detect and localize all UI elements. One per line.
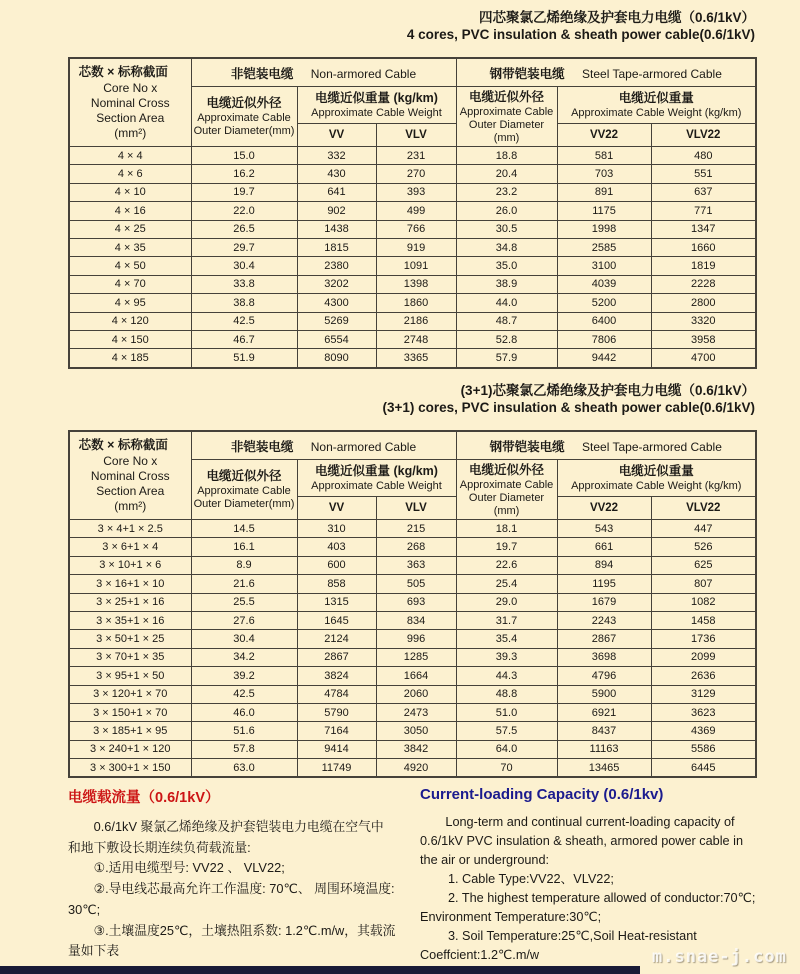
value-cell: 2867 bbox=[557, 630, 651, 648]
notes-en-item1: 1. Cable Type:VV22、VLV22; bbox=[447, 872, 614, 887]
table-4core bbox=[68, 57, 757, 369]
od1-en-line1: Approximate Cable bbox=[197, 112, 291, 124]
value-cell: 2867 bbox=[297, 648, 376, 666]
notes-zh-item1: ①.适用电缆型号: VV22 、 VLV22; bbox=[93, 860, 285, 876]
value-cell: 543 bbox=[557, 520, 651, 538]
spec-en-line2: Nominal Cross bbox=[90, 96, 170, 110]
value-cell: 2099 bbox=[651, 648, 756, 666]
notes-zh-section bbox=[68, 786, 396, 962]
value-cell: 34.8 bbox=[456, 238, 557, 256]
value-cell: 3365 bbox=[376, 349, 456, 368]
value-cell: 2473 bbox=[376, 703, 456, 721]
value-cell: 5586 bbox=[651, 740, 756, 758]
value-cell: 48.7 bbox=[456, 312, 557, 330]
value-cell: 44.3 bbox=[456, 667, 557, 685]
value-cell: 1285 bbox=[376, 648, 456, 666]
value-cell: 5269 bbox=[297, 312, 376, 330]
value-cell: 7164 bbox=[297, 722, 376, 740]
table-row bbox=[69, 220, 756, 238]
value-cell: 526 bbox=[651, 538, 756, 556]
value-cell: 4796 bbox=[557, 667, 651, 685]
spec-cell: 4 × 6 bbox=[69, 165, 191, 183]
od1-en-line2: Outer Diameter(mm) bbox=[193, 125, 295, 137]
value-cell: 1458 bbox=[651, 611, 756, 629]
spec-cell: 4 × 120 bbox=[69, 312, 191, 330]
armored-zh: 钢带铠装电缆 bbox=[489, 439, 565, 454]
value-cell: 641 bbox=[297, 183, 376, 201]
armored-group-cell bbox=[456, 431, 756, 460]
value-cell: 393 bbox=[376, 183, 456, 201]
group-header-row bbox=[69, 58, 756, 87]
od2-en-line1: Approximate Cable bbox=[459, 478, 554, 491]
value-cell: 834 bbox=[376, 611, 456, 629]
table2-title-block bbox=[383, 382, 756, 416]
table-row bbox=[69, 759, 756, 778]
spec-en-line4: (mm²) bbox=[114, 499, 147, 513]
value-cell: 35.4 bbox=[456, 630, 557, 648]
vlv22-header: VLV22 bbox=[651, 497, 756, 520]
value-cell: 270 bbox=[376, 165, 456, 183]
table-row bbox=[69, 349, 756, 368]
wt2-zh: 电缆近似重量 bbox=[618, 91, 694, 105]
value-cell: 2228 bbox=[651, 275, 756, 293]
value-cell: 2748 bbox=[376, 330, 456, 348]
value-cell: 15.0 bbox=[191, 147, 297, 165]
value-cell: 26.5 bbox=[191, 220, 297, 238]
value-cell: 499 bbox=[376, 202, 456, 220]
notes-zh-paragraph: 0.6/1kV 聚氯乙烯绝缘及护套铠装电力电缆在空气中和地下敷设长期连续负荷载流量: bbox=[68, 819, 384, 855]
value-cell: 1082 bbox=[651, 593, 756, 611]
spec-cell: 4 × 25 bbox=[69, 220, 191, 238]
table1-title-zh: 四芯聚氯乙烯绝缘及护套电力电缆（0.6/1kV） bbox=[478, 10, 755, 25]
table-row bbox=[69, 611, 756, 629]
value-cell: 46.7 bbox=[191, 330, 297, 348]
value-cell: 38.9 bbox=[456, 275, 557, 293]
value-cell: 2060 bbox=[376, 685, 456, 703]
value-cell: 48.8 bbox=[456, 685, 557, 703]
value-cell: 310 bbox=[297, 520, 376, 538]
value-cell: 919 bbox=[376, 238, 456, 256]
value-cell: 1815 bbox=[297, 238, 376, 256]
spec-zh: 芯数 × 标称截面 bbox=[78, 65, 168, 79]
value-cell: 5200 bbox=[557, 294, 651, 312]
spec-cell: 3 × 10+1 × 6 bbox=[69, 556, 191, 574]
value-cell: 23.2 bbox=[456, 183, 557, 201]
od2-en-line2: Outer Diameter bbox=[468, 491, 545, 504]
value-cell: 30.5 bbox=[456, 220, 557, 238]
value-cell: 29.0 bbox=[456, 593, 557, 611]
table-row bbox=[69, 165, 756, 183]
value-cell: 693 bbox=[376, 593, 456, 611]
value-cell: 9414 bbox=[297, 740, 376, 758]
vv22-header: VV22 bbox=[557, 124, 651, 147]
value-cell: 891 bbox=[557, 183, 651, 201]
value-cell: 551 bbox=[651, 165, 756, 183]
value-cell: 31.7 bbox=[456, 611, 557, 629]
od2-en-line3: (mm) bbox=[493, 131, 520, 144]
spec-en-line1: Core No x bbox=[103, 81, 158, 95]
value-cell: 1819 bbox=[651, 257, 756, 275]
wt1-en: Approximate Cable Weight bbox=[311, 480, 442, 492]
value-cell: 38.8 bbox=[191, 294, 297, 312]
nonarmored-zh: 非铠装电缆 bbox=[230, 439, 294, 454]
wt2-zh: 电缆近似重量 bbox=[618, 464, 694, 478]
spec-cell: 3 × 95+1 × 50 bbox=[69, 667, 191, 685]
od1-en-line1: Approximate Cable bbox=[197, 485, 291, 497]
spec-cell: 3 × 120+1 × 70 bbox=[69, 685, 191, 703]
value-cell: 22.0 bbox=[191, 202, 297, 220]
value-cell: 14.5 bbox=[191, 520, 297, 538]
notes-zh-title: 电缆载流量（0.6/1kV） bbox=[68, 790, 220, 806]
od1-zh: 电缆近似外径 bbox=[206, 469, 282, 483]
value-cell: 8090 bbox=[297, 349, 376, 368]
notes-en-section bbox=[420, 786, 758, 965]
value-cell: 30.4 bbox=[191, 257, 297, 275]
wt1-header-cell bbox=[297, 460, 456, 497]
table-row bbox=[69, 575, 756, 593]
value-cell: 18.8 bbox=[456, 147, 557, 165]
value-cell: 6554 bbox=[297, 330, 376, 348]
value-cell: 807 bbox=[651, 575, 756, 593]
armored-en: Steel Tape-armored Cable bbox=[582, 66, 722, 81]
value-cell: 39.2 bbox=[191, 667, 297, 685]
notes-en-item2: 2. The highest temperature allowed of conductor:70℃; Environment Temperature:30℃; bbox=[420, 891, 756, 925]
table-row bbox=[69, 520, 756, 538]
value-cell: 5900 bbox=[557, 685, 651, 703]
spec-cell: 3 × 185+1 × 95 bbox=[69, 722, 191, 740]
value-cell: 2800 bbox=[651, 294, 756, 312]
spec-en-line4: (mm²) bbox=[114, 126, 147, 140]
value-cell: 16.2 bbox=[191, 165, 297, 183]
vv-header: VV bbox=[297, 124, 376, 147]
spec-cell: 3 × 240+1 × 120 bbox=[69, 740, 191, 758]
value-cell: 21.6 bbox=[191, 575, 297, 593]
spec-cell: 3 × 25+1 × 16 bbox=[69, 593, 191, 611]
table2-header bbox=[69, 431, 756, 520]
value-cell: 3842 bbox=[376, 740, 456, 758]
value-cell: 70 bbox=[456, 759, 557, 778]
value-cell: 1660 bbox=[651, 238, 756, 256]
value-cell: 2585 bbox=[557, 238, 651, 256]
table-3plus1core bbox=[68, 430, 757, 778]
vlv22-header: VLV22 bbox=[651, 124, 756, 147]
value-cell: 11749 bbox=[297, 759, 376, 778]
spec-cell: 4 × 95 bbox=[69, 294, 191, 312]
value-cell: 2243 bbox=[557, 611, 651, 629]
spec-header-cell bbox=[69, 431, 191, 520]
footer-bar bbox=[0, 966, 640, 974]
vlv-header: VLV bbox=[376, 497, 456, 520]
value-cell: 403 bbox=[297, 538, 376, 556]
value-cell: 30.4 bbox=[191, 630, 297, 648]
table-row bbox=[69, 257, 756, 275]
value-cell: 51.9 bbox=[191, 349, 297, 368]
value-cell: 11163 bbox=[557, 740, 651, 758]
value-cell: 42.5 bbox=[191, 685, 297, 703]
spec-header-cell bbox=[69, 58, 191, 147]
table1-title-block bbox=[407, 9, 755, 43]
value-cell: 3100 bbox=[557, 257, 651, 275]
armored-en: Steel Tape-armored Cable bbox=[582, 439, 722, 454]
value-cell: 1679 bbox=[557, 593, 651, 611]
value-cell: 996 bbox=[376, 630, 456, 648]
notes-zh-item2: ②.导电线芯最高允许工作温度: 70℃、 周围环境温度: 30℃; bbox=[68, 881, 395, 917]
value-cell: 858 bbox=[297, 575, 376, 593]
value-cell: 16.1 bbox=[191, 538, 297, 556]
table-row bbox=[69, 722, 756, 740]
value-cell: 4920 bbox=[376, 759, 456, 778]
value-cell: 3698 bbox=[557, 648, 651, 666]
value-cell: 2186 bbox=[376, 312, 456, 330]
value-cell: 902 bbox=[297, 202, 376, 220]
nonarmored-group-cell bbox=[191, 58, 456, 87]
table-row bbox=[69, 703, 756, 721]
value-cell: 215 bbox=[376, 520, 456, 538]
table-row bbox=[69, 238, 756, 256]
spec-cell: 4 × 35 bbox=[69, 238, 191, 256]
value-cell: 4369 bbox=[651, 722, 756, 740]
value-cell: 39.3 bbox=[456, 648, 557, 666]
value-cell: 4700 bbox=[651, 349, 756, 368]
armored-zh: 钢带铠装电缆 bbox=[489, 66, 565, 81]
od2-zh: 电缆近似外径 bbox=[469, 462, 545, 477]
spec-cell: 4 × 16 bbox=[69, 202, 191, 220]
value-cell: 35.0 bbox=[456, 257, 557, 275]
value-cell: 44.0 bbox=[456, 294, 557, 312]
table2-body bbox=[69, 520, 756, 778]
value-cell: 34.2 bbox=[191, 648, 297, 666]
value-cell: 430 bbox=[297, 165, 376, 183]
wt2-en: Approximate Cable Weight (kg/km) bbox=[571, 480, 742, 492]
value-cell: 6921 bbox=[557, 703, 651, 721]
value-cell: 1195 bbox=[557, 575, 651, 593]
value-cell: 5790 bbox=[297, 703, 376, 721]
table-row bbox=[69, 312, 756, 330]
nonarmored-zh: 非铠装电缆 bbox=[230, 66, 294, 81]
value-cell: 9442 bbox=[557, 349, 651, 368]
value-cell: 1998 bbox=[557, 220, 651, 238]
notes-zh-item3: ③.土壤温度25℃，土壤热阻系数: 1.2℃.m/w，其载流量如下表 bbox=[68, 922, 396, 959]
value-cell: 46.0 bbox=[191, 703, 297, 721]
od2-header-cell bbox=[456, 87, 557, 147]
value-cell: 4784 bbox=[297, 685, 376, 703]
value-cell: 27.6 bbox=[191, 611, 297, 629]
value-cell: 22.6 bbox=[456, 556, 557, 574]
armored-group-cell bbox=[456, 58, 756, 87]
value-cell: 3320 bbox=[651, 312, 756, 330]
spec-cell: 4 × 50 bbox=[69, 257, 191, 275]
vlv-header: VLV bbox=[376, 124, 456, 147]
value-cell: 6400 bbox=[557, 312, 651, 330]
value-cell: 661 bbox=[557, 538, 651, 556]
table2-title-en: (3+1) cores, PVC insulation & sheath power cable(0.6/1kV) bbox=[382, 400, 755, 415]
od1-header-cell bbox=[191, 460, 297, 520]
value-cell: 1091 bbox=[376, 257, 456, 275]
value-cell: 581 bbox=[557, 147, 651, 165]
table1-body bbox=[69, 147, 756, 368]
value-cell: 51.6 bbox=[191, 722, 297, 740]
nonarmored-group-cell bbox=[191, 431, 456, 460]
wt2-header-cell bbox=[557, 87, 756, 124]
value-cell: 3202 bbox=[297, 275, 376, 293]
value-cell: 2380 bbox=[297, 257, 376, 275]
spec-cell: 4 × 10 bbox=[69, 183, 191, 201]
value-cell: 3824 bbox=[297, 667, 376, 685]
table1-title-en: 4 cores, PVC insulation & sheath power cable(0.6/1kV) bbox=[406, 27, 755, 42]
od2-zh: 电缆近似外径 bbox=[469, 89, 545, 104]
value-cell: 4039 bbox=[557, 275, 651, 293]
value-cell: 505 bbox=[376, 575, 456, 593]
table-row bbox=[69, 538, 756, 556]
value-cell: 600 bbox=[297, 556, 376, 574]
value-cell: 363 bbox=[376, 556, 456, 574]
table-row bbox=[69, 648, 756, 666]
watermark-text: m.snae-j.com bbox=[652, 947, 787, 967]
value-cell: 2124 bbox=[297, 630, 376, 648]
value-cell: 25.5 bbox=[191, 593, 297, 611]
table1-header bbox=[69, 58, 756, 147]
value-cell: 57.9 bbox=[456, 349, 557, 368]
value-cell: 52.8 bbox=[456, 330, 557, 348]
value-cell: 637 bbox=[651, 183, 756, 201]
value-cell: 447 bbox=[651, 520, 756, 538]
od2-header-cell bbox=[456, 460, 557, 520]
value-cell: 57.8 bbox=[191, 740, 297, 758]
value-cell: 3623 bbox=[651, 703, 756, 721]
value-cell: 1645 bbox=[297, 611, 376, 629]
table-row bbox=[69, 740, 756, 758]
spec-cell: 3 × 35+1 × 16 bbox=[69, 611, 191, 629]
od1-header-cell bbox=[191, 87, 297, 147]
value-cell: 1860 bbox=[376, 294, 456, 312]
spec-cell: 4 × 4 bbox=[69, 147, 191, 165]
notes-en-title: Current-loading Capacity (0.6/1kv) bbox=[420, 786, 664, 803]
wt1-en: Approximate Cable Weight bbox=[311, 107, 442, 119]
nonarmored-en: Non-armored Cable bbox=[310, 66, 417, 81]
value-cell: 29.7 bbox=[191, 238, 297, 256]
table-row bbox=[69, 685, 756, 703]
vv22-header: VV22 bbox=[557, 497, 651, 520]
value-cell: 625 bbox=[651, 556, 756, 574]
spec-zh: 芯数 × 标称截面 bbox=[78, 438, 168, 452]
table-row bbox=[69, 294, 756, 312]
value-cell: 13465 bbox=[557, 759, 651, 778]
table-row bbox=[69, 667, 756, 685]
value-cell: 894 bbox=[557, 556, 651, 574]
od2-en-line2: Outer Diameter bbox=[468, 118, 545, 131]
spec-cell: 4 × 70 bbox=[69, 275, 191, 293]
notes-en-paragraph: Long-term and continual current-loading capacity of 0.6/1kV PVC insulation & sheath, armored power cable in the air or underground: bbox=[420, 815, 744, 868]
od1-en-line2: Outer Diameter(mm) bbox=[193, 498, 295, 510]
value-cell: 1438 bbox=[297, 220, 376, 238]
value-cell: 19.7 bbox=[456, 538, 557, 556]
value-cell: 1315 bbox=[297, 593, 376, 611]
value-cell: 332 bbox=[297, 147, 376, 165]
table-row bbox=[69, 202, 756, 220]
value-cell: 480 bbox=[651, 147, 756, 165]
table-row bbox=[69, 630, 756, 648]
value-cell: 1736 bbox=[651, 630, 756, 648]
value-cell: 3050 bbox=[376, 722, 456, 740]
value-cell: 7806 bbox=[557, 330, 651, 348]
spec-en-line2: Nominal Cross bbox=[90, 469, 170, 483]
value-cell: 703 bbox=[557, 165, 651, 183]
value-cell: 3958 bbox=[651, 330, 756, 348]
group-header-row bbox=[69, 431, 756, 460]
wt1-zh: 电缆近似重量 (kg/km) bbox=[315, 464, 438, 478]
spec-en-line3: Section Area bbox=[96, 111, 165, 125]
value-cell: 1398 bbox=[376, 275, 456, 293]
table-row bbox=[69, 147, 756, 165]
spec-cell: 3 × 50+1 × 25 bbox=[69, 630, 191, 648]
od1-zh: 电缆近似外径 bbox=[206, 96, 282, 110]
notes-en-item3: 3. Soil Temperature:25℃,Soil Heat-resistant Coeffcient:1.2℃.m/w bbox=[420, 929, 697, 963]
value-cell: 771 bbox=[651, 202, 756, 220]
spec-cell: 4 × 150 bbox=[69, 330, 191, 348]
value-cell: 1347 bbox=[651, 220, 756, 238]
value-cell: 42.5 bbox=[191, 312, 297, 330]
spec-en-line3: Section Area bbox=[96, 484, 165, 498]
value-cell: 2636 bbox=[651, 667, 756, 685]
od2-en-line1: Approximate Cable bbox=[459, 105, 554, 118]
value-cell: 25.4 bbox=[456, 575, 557, 593]
value-cell: 8.9 bbox=[191, 556, 297, 574]
value-cell: 1664 bbox=[376, 667, 456, 685]
nonarmored-en: Non-armored Cable bbox=[310, 439, 417, 454]
value-cell: 19.7 bbox=[191, 183, 297, 201]
table-row bbox=[69, 593, 756, 611]
table2-title-zh: (3+1)芯聚氯乙烯绝缘及护套电力电缆（0.6/1kV） bbox=[460, 383, 755, 398]
value-cell: 26.0 bbox=[456, 202, 557, 220]
spec-cell: 3 × 150+1 × 70 bbox=[69, 703, 191, 721]
wt1-header-cell bbox=[297, 87, 456, 124]
wt1-zh: 电缆近似重量 (kg/km) bbox=[315, 91, 438, 105]
value-cell: 3129 bbox=[651, 685, 756, 703]
value-cell: 4300 bbox=[297, 294, 376, 312]
value-cell: 268 bbox=[376, 538, 456, 556]
spec-en-line1: Core No x bbox=[103, 454, 158, 468]
value-cell: 766 bbox=[376, 220, 456, 238]
value-cell: 6445 bbox=[651, 759, 756, 778]
spec-cell: 3 × 300+1 × 150 bbox=[69, 759, 191, 778]
value-cell: 231 bbox=[376, 147, 456, 165]
od2-en-line3: (mm) bbox=[493, 504, 520, 517]
spec-cell: 3 × 6+1 × 4 bbox=[69, 538, 191, 556]
value-cell: 64.0 bbox=[456, 740, 557, 758]
value-cell: 20.4 bbox=[456, 165, 557, 183]
wt2-en: Approximate Cable Weight (kg/km) bbox=[571, 107, 742, 119]
value-cell: 57.5 bbox=[456, 722, 557, 740]
spec-cell: 3 × 70+1 × 35 bbox=[69, 648, 191, 666]
table-row bbox=[69, 556, 756, 574]
value-cell: 8437 bbox=[557, 722, 651, 740]
value-cell: 51.0 bbox=[456, 703, 557, 721]
spec-cell: 3 × 4+1 × 2.5 bbox=[69, 520, 191, 538]
spec-cell: 4 × 185 bbox=[69, 349, 191, 368]
table-row bbox=[69, 330, 756, 348]
table-row bbox=[69, 183, 756, 201]
value-cell: 63.0 bbox=[191, 759, 297, 778]
table-row bbox=[69, 275, 756, 293]
spec-cell: 3 × 16+1 × 10 bbox=[69, 575, 191, 593]
wt2-header-cell bbox=[557, 460, 756, 497]
value-cell: 1175 bbox=[557, 202, 651, 220]
value-cell: 18.1 bbox=[456, 520, 557, 538]
value-cell: 33.8 bbox=[191, 275, 297, 293]
vv-header: VV bbox=[297, 497, 376, 520]
